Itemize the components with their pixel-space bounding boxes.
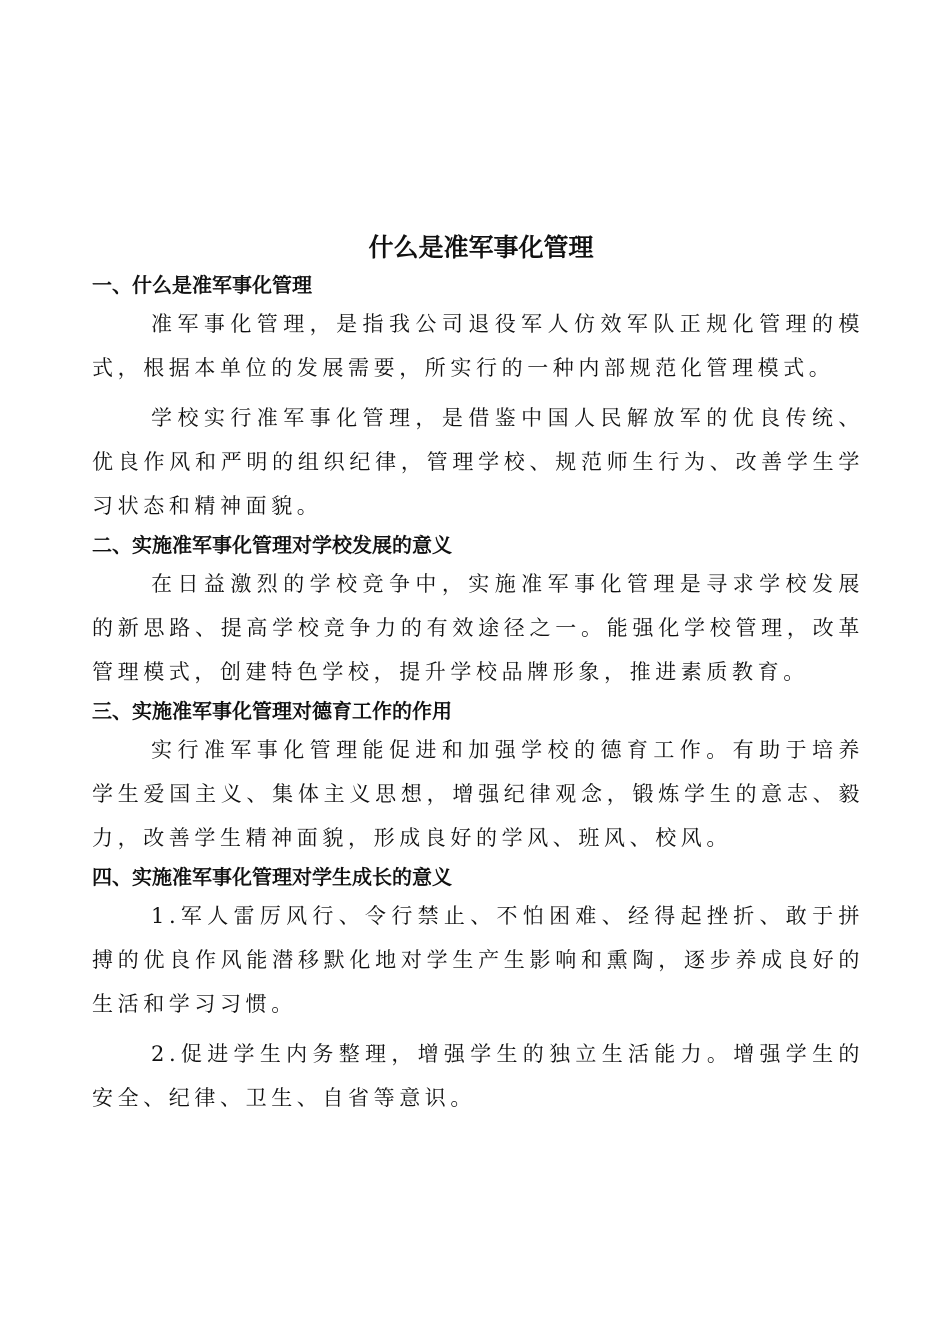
- section-heading: 三、实施准军事化管理对德育工作的作用: [92, 699, 452, 723]
- paragraph: 2.促进学生内务整理，增强学生的独立生活能力。增强学生的安全、纪律、卫生、自省等意识。: [92, 1042, 864, 1110]
- paragraph: 在日益激烈的学校竞争中，实施准军事化管理是寻求学校发展的新思路、提高学校竞争力的有效途径之一。能强化学校管理，改革管理模式，创建特色学校，提升学校品牌形象，推进素质教育。: [92, 572, 864, 684]
- document-page: [92, 228, 862, 1120]
- section-2: [92, 528, 862, 694]
- paragraph: 准军事化管理，是指我公司退役军人仿效军队正规化管理的模式，根据本单位的发展需要，所实行的一种内部规范化管理模式。: [92, 312, 864, 380]
- section-1: [92, 268, 862, 528]
- section-heading: 四、实施准军事化管理对学生成长的意义: [92, 865, 452, 889]
- section-4: [92, 860, 862, 1120]
- section-heading: 一、什么是准军事化管理: [92, 273, 312, 297]
- paragraph: 实行准军事化管理能促进和加强学校的德育工作。有助于培养学生爱国主义、集体主义思想，增强纪律观念，锻炼学生的意志、毅力，改善学生精神面貌，形成良好的学风、班风、校风。: [92, 738, 864, 850]
- section-3: [92, 694, 862, 860]
- document-title: 什么是准军事化管理: [368, 233, 594, 262]
- paragraph: 1.军人雷厉风行、令行禁止、不怕困难、经得起挫折、敢于拼搏的优良作风能潜移默化地对学生产生影响和熏陶，逐步养成良好的生活和学习习惯。: [92, 904, 864, 1016]
- paragraph: 学校实行准军事化管理，是借鉴中国人民解放军的优良传统、优良作风和严明的组织纪律，管理学校、规范师生行为、改善学生学习状态和精神面貌。: [92, 406, 864, 518]
- section-heading: 二、实施准军事化管理对学校发展的意义: [92, 533, 452, 557]
